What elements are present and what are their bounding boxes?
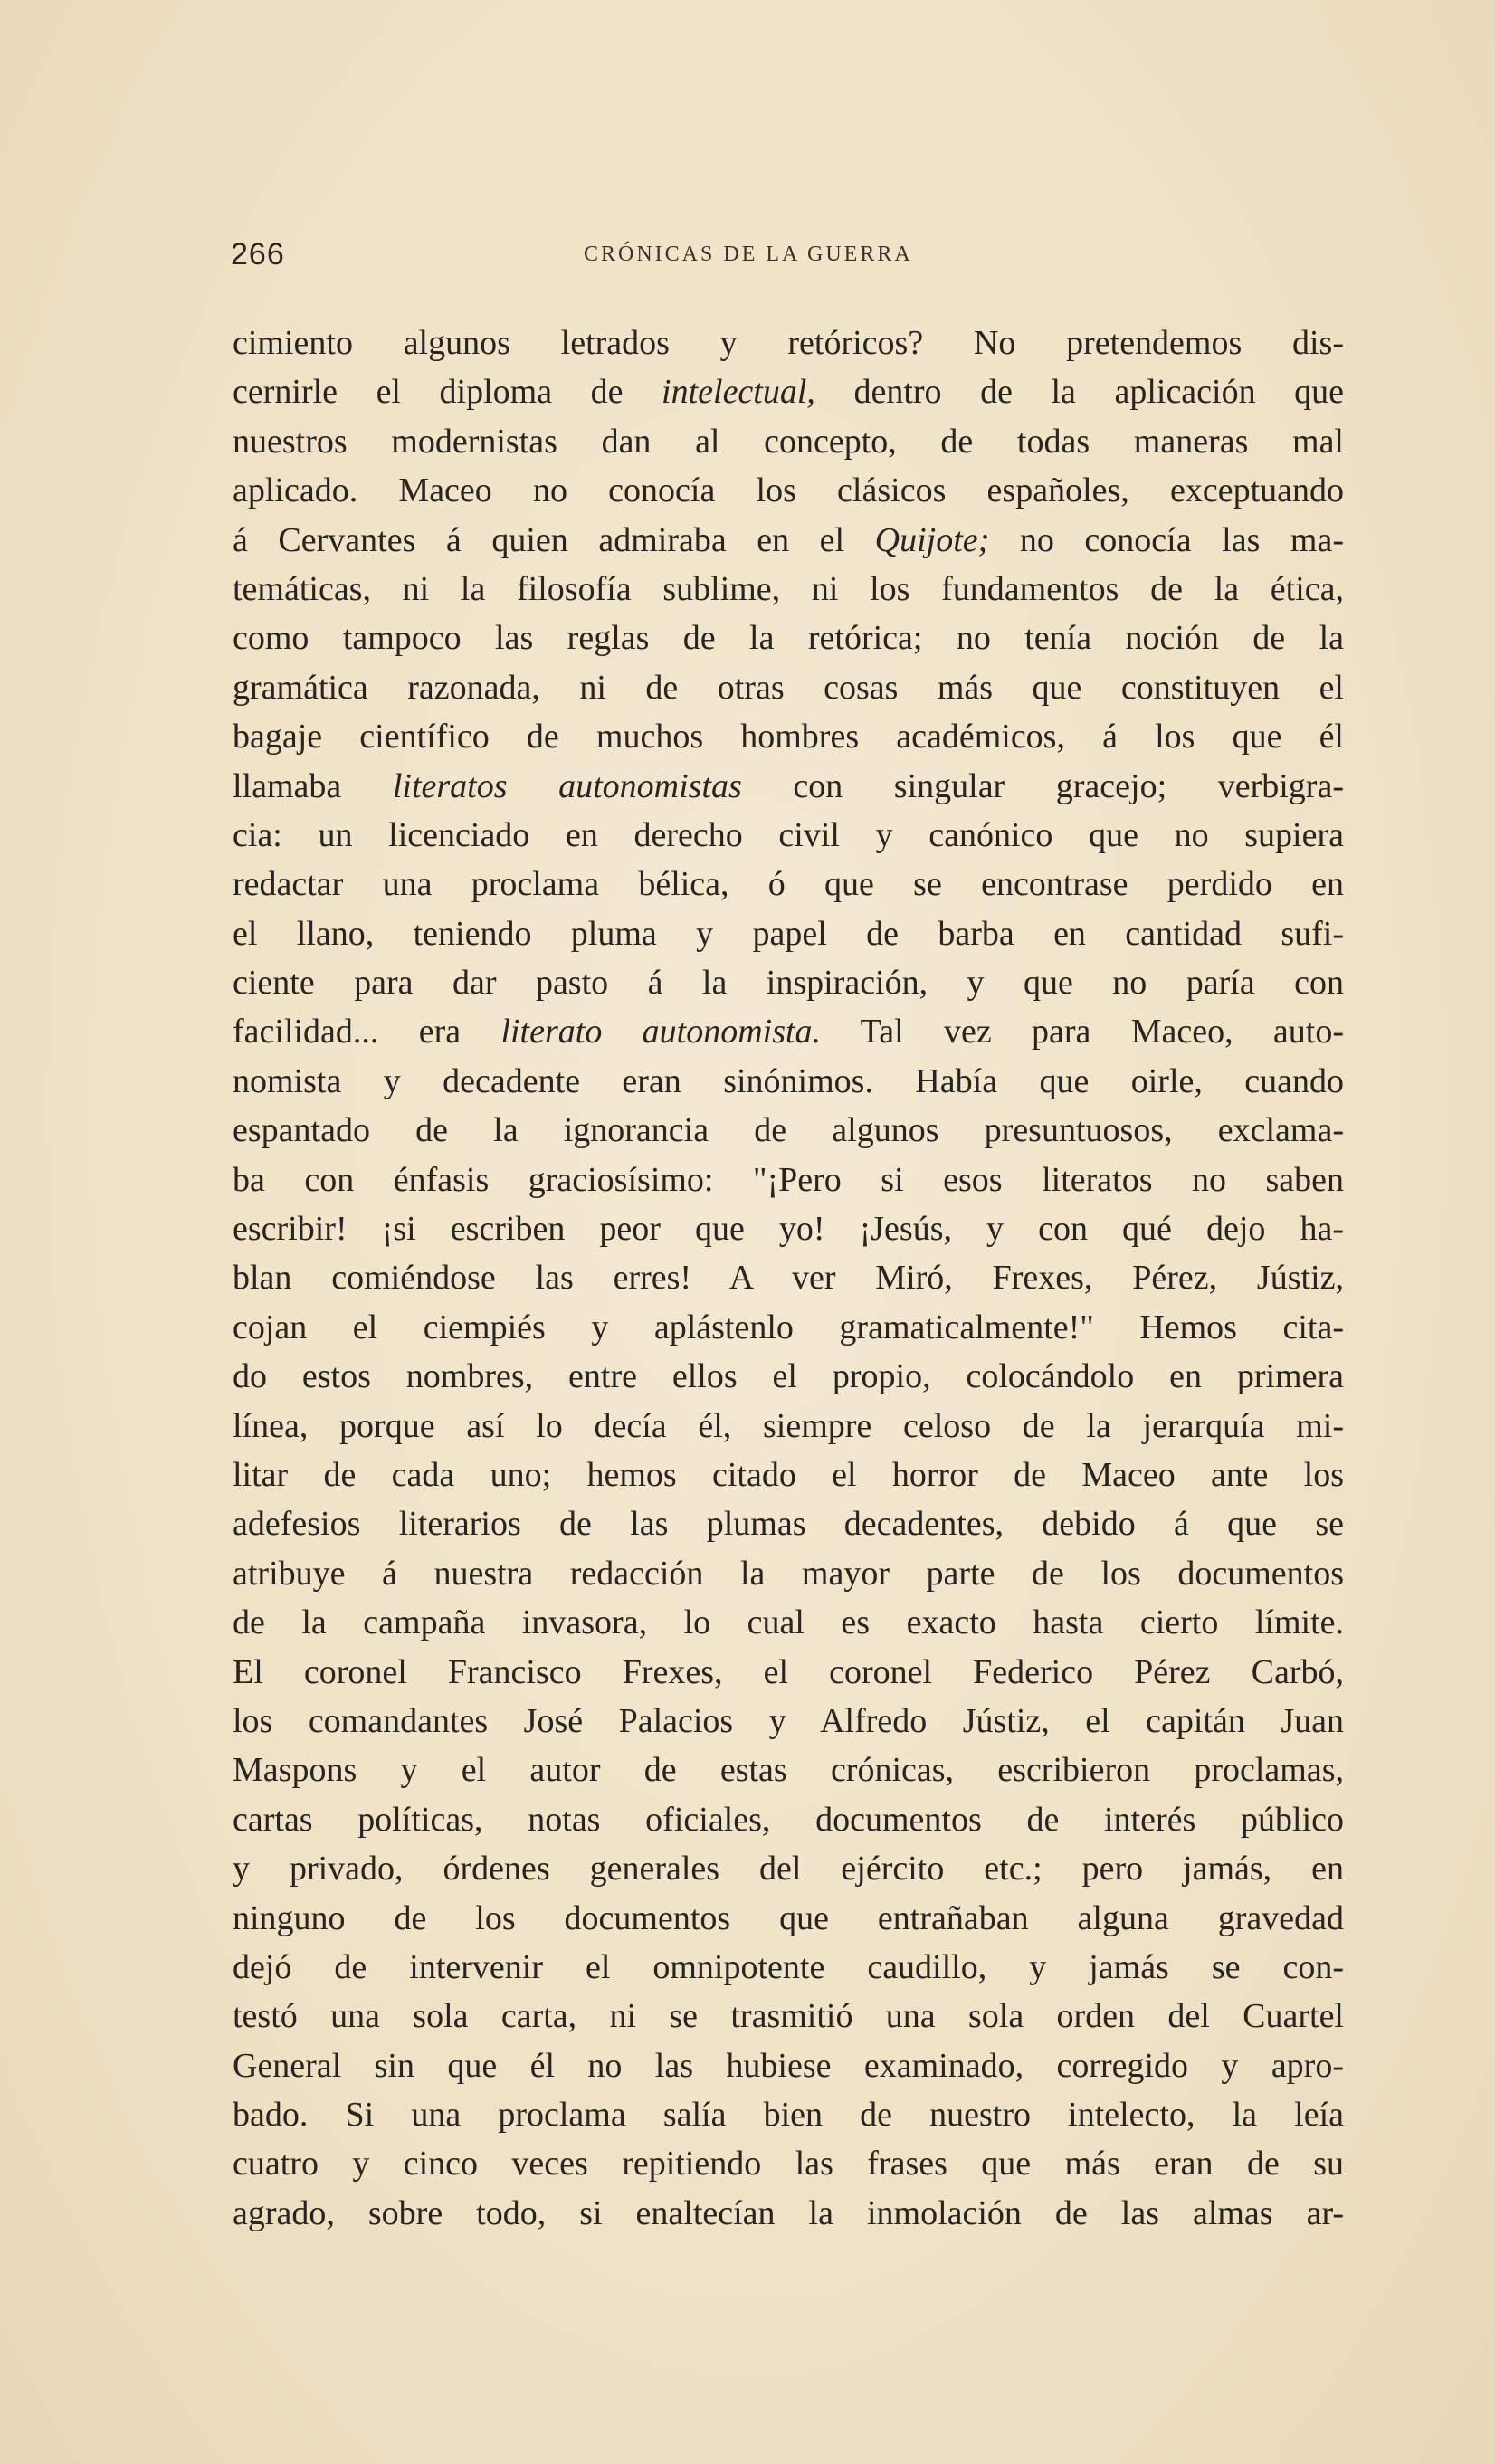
text-line [233,466,1344,515]
text-run: redactar una proclama bélica, ó que se encontrase perdido en [233,865,1344,904]
text-line [233,1352,1344,1401]
text-line [233,417,1344,466]
text-run: ba con énfasis graciosísimo: "¡Pero si esos literatos no saben [233,1160,1344,1199]
text-line [233,1156,1344,1204]
text-line [233,1795,1344,1844]
text-line [233,2189,1344,2238]
text-run: el llano, teniendo pluma y papel de barba en cantidad sufi- [233,914,1344,953]
text-line [233,1598,1344,1647]
body-text [233,319,1344,2238]
text-run: gramática razonada, ni de otras cosas más que constituyen el [233,668,1344,707]
italic-phrase: Quijote; [874,520,990,559]
text-run: do estos nombres, entre ellos el propio, colocándolo en primera [233,1357,1344,1396]
text-line [233,1204,1344,1253]
italic-phrase: literato autonomista. [500,1013,822,1051]
text-line [233,1106,1344,1155]
text-line [233,1402,1344,1451]
book-title: CRÓNICAS DE LA GUERRA [584,243,913,266]
text-line [233,565,1344,614]
text-line [233,1303,1344,1352]
text-line [233,2041,1344,2090]
text-line [233,811,1344,860]
text-line [233,1697,1344,1746]
text-run: bagaje científico de muchos hombres académicos, á los que él [233,718,1344,756]
text-line [233,516,1344,565]
text-line [233,614,1344,662]
text-run: línea, porque así lo decía él, siempre celoso de la jerarquía mi- [233,1406,1344,1445]
text-run: dejó de intervenir el omnipotente caudillo, y jamás se con- [233,1947,1344,1986]
text-run: facilidad... era [233,1013,501,1051]
text-line [233,762,1344,811]
running-head [231,237,1294,273]
text-run: nomista y decadente eran sinónimos. Había que oirle, cuando [233,1061,1344,1100]
text-line [233,367,1344,416]
italic-phrase: intelectual, [662,373,815,412]
text-line [233,1943,1344,1992]
text-run: blan comiéndose las erres! A ver Miró, Frexes, Pérez, Jústiz, [233,1259,1344,1298]
text-run: cartas políticas, notas oficiales, documentos de interés público [233,1800,1344,1839]
text-run: y privado, órdenes generales del ejército etc.; pero jamás, en [233,1850,1344,1888]
text-line [233,1451,1344,1499]
text-run: como tampoco las reglas de la retórica; no tenía noción de la [233,619,1344,658]
text-run: cia: un licenciado en derecho civil y canónico que no supiera [233,815,1344,854]
text-line [233,1253,1344,1302]
text-line [233,1499,1344,1548]
text-run: atribuye á nuestra redacción la mayor parte de los documentos [233,1554,1344,1593]
text-run: El coronel Francisco Frexes, el coronel Federico Pérez Carbó, [233,1652,1344,1691]
text-run: llamaba [233,766,393,805]
text-line [233,663,1344,712]
text-run: ciente para dar pasto á la inspiración, y que no paría con [233,964,1344,1003]
text-line [233,1057,1344,1106]
text-line [233,1007,1344,1056]
text-run: escribir! ¡si escriben peor que yo! ¡Jesús, y con qué dejo ha- [233,1210,1344,1249]
text-line [233,1746,1344,1794]
text-run: á Cervantes á quien admiraba en el [233,520,875,559]
text-run: espantado de la ignorancia de algunos presuntuosos, exclama- [233,1111,1344,1150]
text-run: de la campaña invasora, lo cual es exacto hasta cierto límite. [233,1603,1344,1642]
text-run: Maspons y el autor de estas crónicas, escribieron proclamas, [233,1751,1344,1790]
text-line [233,1992,1344,2041]
text-run: aplicado. Maceo no conocía los clásicos españoles, exceptuando [233,471,1344,510]
text-run: litar de cada uno; hemos citado el horror de Maceo ante los [233,1455,1344,1494]
text-run: nuestros modernistas dan al concepto, de todas maneras mal [233,422,1344,461]
text-run: ninguno de los documentos que entrañaban alguna gravedad [233,1898,1344,1937]
page-number: 266 [231,237,285,271]
text-run: con singular gracejo; verbigra- [741,766,1344,805]
text-line [233,909,1344,958]
text-run: adefesios literarios de las plumas decadentes, debido á que se [233,1505,1344,1544]
text-run: Tal vez para Maceo, auto- [821,1013,1344,1051]
text-run: dentro de la aplicación que [814,373,1344,412]
text-line [233,860,1344,909]
text-run: bado. Si una proclama salía bien de nuestro intelecto, la leía [233,2096,1344,2135]
text-line [233,319,1344,367]
text-line [233,712,1344,761]
text-run: cernirle el diploma de [233,373,662,412]
text-run: cojan el ciempiés y aplástenlo gramaticalmente!" Hemos cita- [233,1308,1344,1346]
text-run: temáticas, ni la filosofía sublime, ni los fundamentos de la ética, [233,569,1344,608]
text-run: General sin que él no las hubiese examinado, corregido y apro- [233,2046,1344,2085]
text-line [233,1648,1344,1697]
text-run: testó una sola carta, ni se trasmitió una sola orden del Cuartel [233,1997,1344,2036]
text-run: no conocía las ma- [989,520,1344,559]
text-run: cimiento algunos letrados y retóricos? No pretendemos dis- [233,324,1344,362]
text-line [233,2139,1344,2188]
italic-phrase: literatos autonomistas [392,766,742,805]
text-line [233,1844,1344,1893]
text-run: cuatro y cinco veces repitiendo las frases que más eran de su [233,2145,1344,2183]
text-line [233,2090,1344,2139]
text-run: agrado, sobre todo, si enaltecían la inmolación de las almas ar- [233,2193,1344,2232]
text-line [233,958,1344,1007]
text-run: los comandantes José Palacios y Alfredo Jústiz, el capitán Juan [233,1701,1344,1740]
text-line [233,1549,1344,1598]
text-line [233,1894,1344,1943]
